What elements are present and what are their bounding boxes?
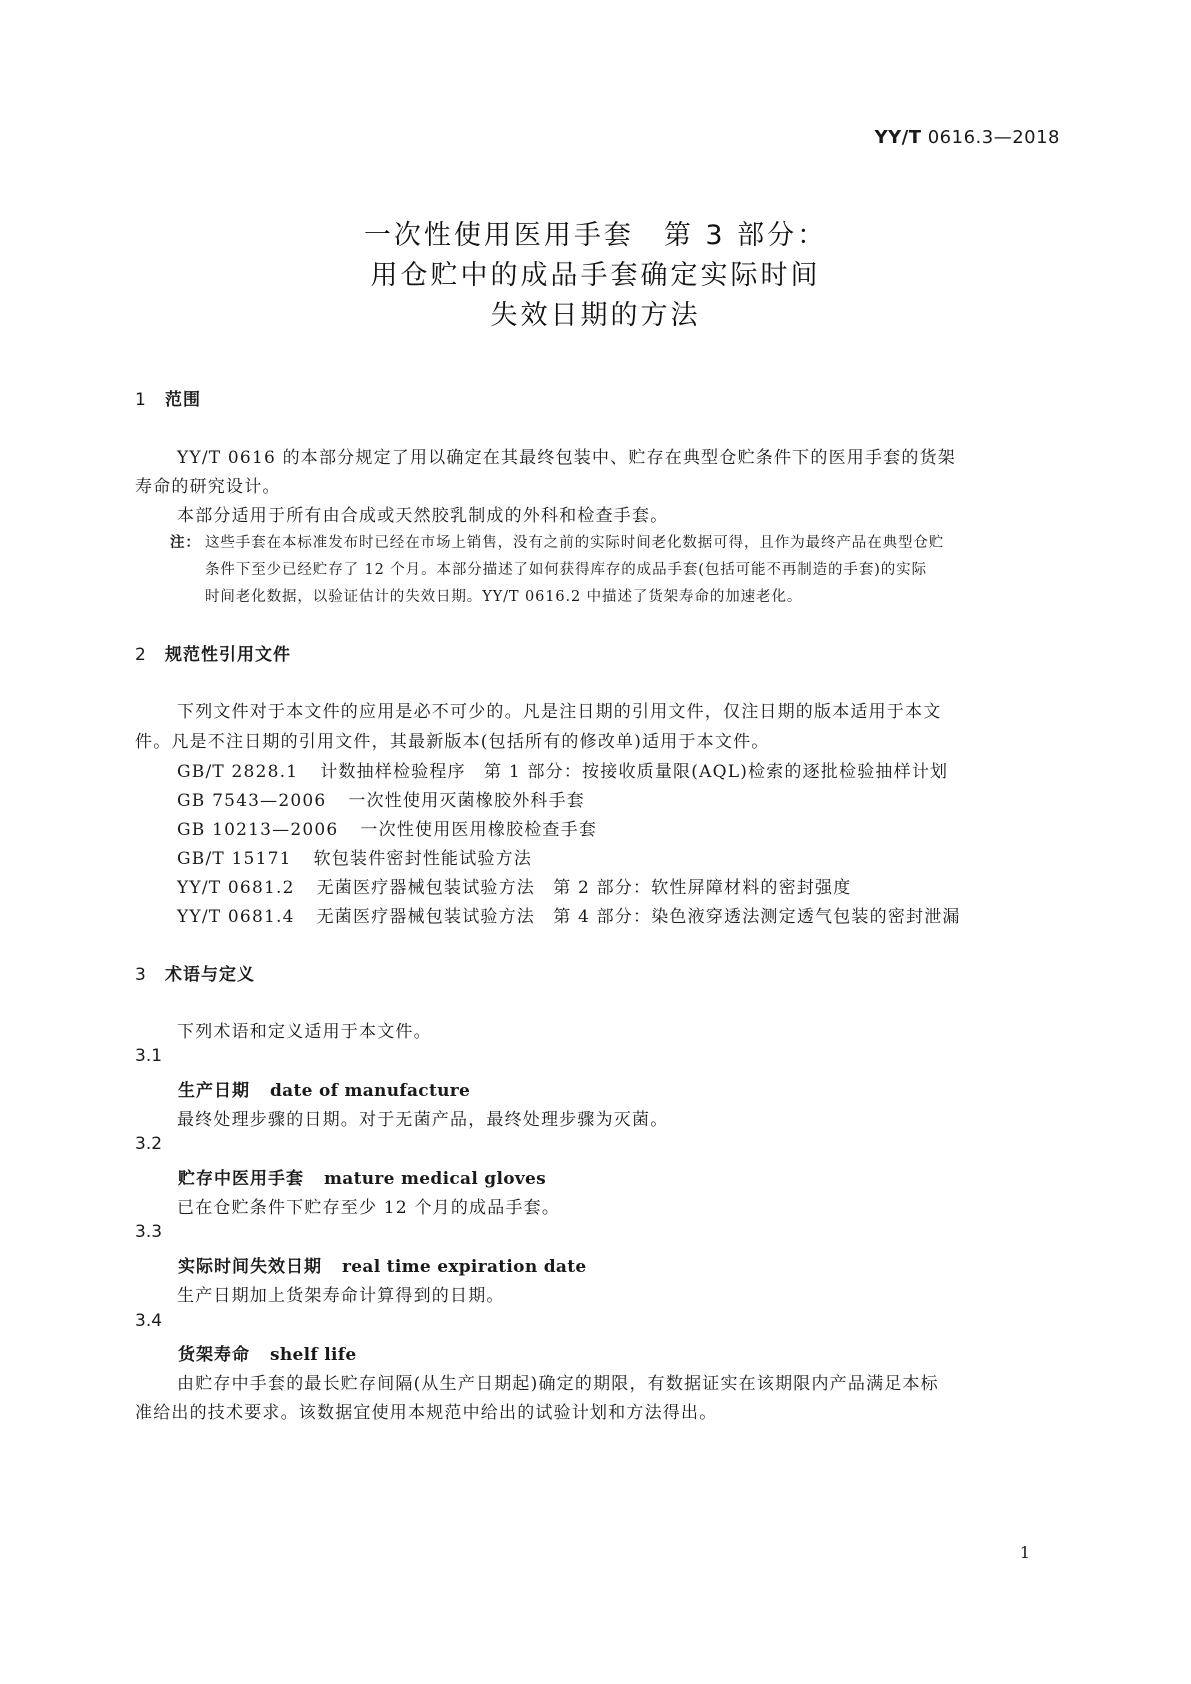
reference-code: YY/T 0681.4 [177,907,295,927]
reference-code: GB 7543—2006 [177,791,327,811]
term-heading [178,1164,546,1189]
reference-title: 一次性使用灭菌橡胶外科手套 [348,791,586,811]
s2-paragraph-line-2: 件。凡是不注日期的引用文件，其最新版本(包括所有的修改单)适用于本文件。 [135,732,770,752]
standard-code-number: 0616.3—2018 [921,127,1060,148]
term-zh: 生产日期 [178,1081,250,1101]
term-heading [178,1252,586,1277]
reference-code: GB 10213—2006 [177,820,339,840]
note-label: 注： [170,535,201,551]
term-definition: 已在仓贮条件下贮存至少 12 个月的成品手套。 [177,1198,561,1218]
note-line-2: 条件下至少已经贮存了 12 个月。本部分描述了如何获得库存的成品手套(包括可能不再制造的手套)的实际 [205,562,927,578]
reference-item [177,786,585,811]
reference-item [177,844,532,869]
term-en: mature medical gloves [324,1169,547,1189]
section-number: 1 [135,390,147,410]
note-line-3: 时间老化数据，以验证估计的失效日期。YY/T 0616.2 中描述了货架寿命的加速老化。 [205,589,803,605]
title-line-2: 用仓贮中的成品手套确定实际时间 [370,260,821,291]
term-zh: 货架寿命 [178,1345,250,1365]
title-line-3: 失效日期的方法 [490,300,701,331]
term-number: 3.4 [135,1311,163,1331]
term-number: 3.3 [135,1222,163,1242]
section-title: 范围 [165,390,201,410]
title-line-1: 一次性使用医用手套 第 3 部分： [363,220,828,251]
term-definition-line-2: 准给出的技术要求。该数据宜使用本规范中给出的试验计划和方法得出。 [135,1403,718,1423]
term-heading [178,1340,356,1365]
term-en: shelf life [270,1345,357,1365]
reference-code: GB/T 15171 [177,849,292,869]
reference-title: 计数抽样检验程序 第 1 部分：按接收质量限(AQL)检索的逐批检验抽样计划 [320,762,949,782]
note-line-1: 这些手套在本标准发布时已经在市场上销售，没有之前的实际时间老化数据可得，且作为最终产品在典型仓贮 [205,535,945,551]
reference-title: 无菌医疗器械包装试验方法 第 4 部分：染色液穿透法测定透气包装的密封泄漏 [316,907,961,927]
section-3-heading [135,960,255,985]
s3-intro: 下列术语和定义适用于本文件。 [177,1022,432,1042]
section-title: 术语与定义 [165,965,255,985]
term-definition: 最终处理步骤的日期。对于无菌产品，最终处理步骤为灭菌。 [177,1110,669,1130]
section-1-heading [135,385,201,410]
term-zh: 贮存中医用手套 [178,1169,304,1189]
s1-paragraph-1-line-1: YY/T 0616 的本部分规定了用以确定在其最终包装中、贮存在典型仓贮条件下的医用手套的货架 [177,448,956,468]
term-en: real time expiration date [342,1257,587,1277]
reference-code: GB/T 2828.1 [177,762,299,782]
reference-item [177,873,851,898]
reference-title: 无菌医疗器械包装试验方法 第 2 部分：软性屏障材料的密封强度 [316,878,852,898]
standard-code-prefix: YY/T [874,127,922,148]
term-number: 3.1 [135,1046,163,1066]
section-number: 3 [135,965,147,985]
s1-paragraph-1-line-2: 寿命的研究设计。 [135,477,281,497]
term-number: 3.2 [135,1134,163,1154]
reference-title: 一次性使用医用橡胶检查手套 [360,820,598,840]
section-2-heading [135,640,291,665]
reference-code: YY/T 0681.2 [177,878,295,898]
standard-code [875,127,1060,148]
reference-item [177,815,597,840]
reference-item [177,902,961,927]
s2-paragraph-line-1: 下列文件对于本文件的应用是必不可少的。凡是注日期的引用文件，仅注日期的版本适用于本文 [177,702,942,722]
term-zh: 实际时间失效日期 [178,1257,322,1277]
section-title: 规范性引用文件 [165,645,291,665]
term-definition: 生产日期加上货架寿命计算得到的日期。 [177,1286,505,1306]
term-heading [178,1076,470,1101]
page-number: 1 [1019,1543,1030,1562]
section-number: 2 [135,645,147,665]
term-definition-line-1: 由贮存中手套的最长贮存间隔(从生产日期起)确定的期限，有数据证实在该期限内产品满足本标 [177,1374,939,1394]
s1-paragraph-2: 本部分适用于所有由合成或天然胶乳制成的外科和检查手套。 [177,506,669,526]
term-en: date of manufacture [270,1081,471,1101]
reference-title: 软包装件密封性能试验方法 [313,849,533,869]
reference-item [177,757,948,782]
